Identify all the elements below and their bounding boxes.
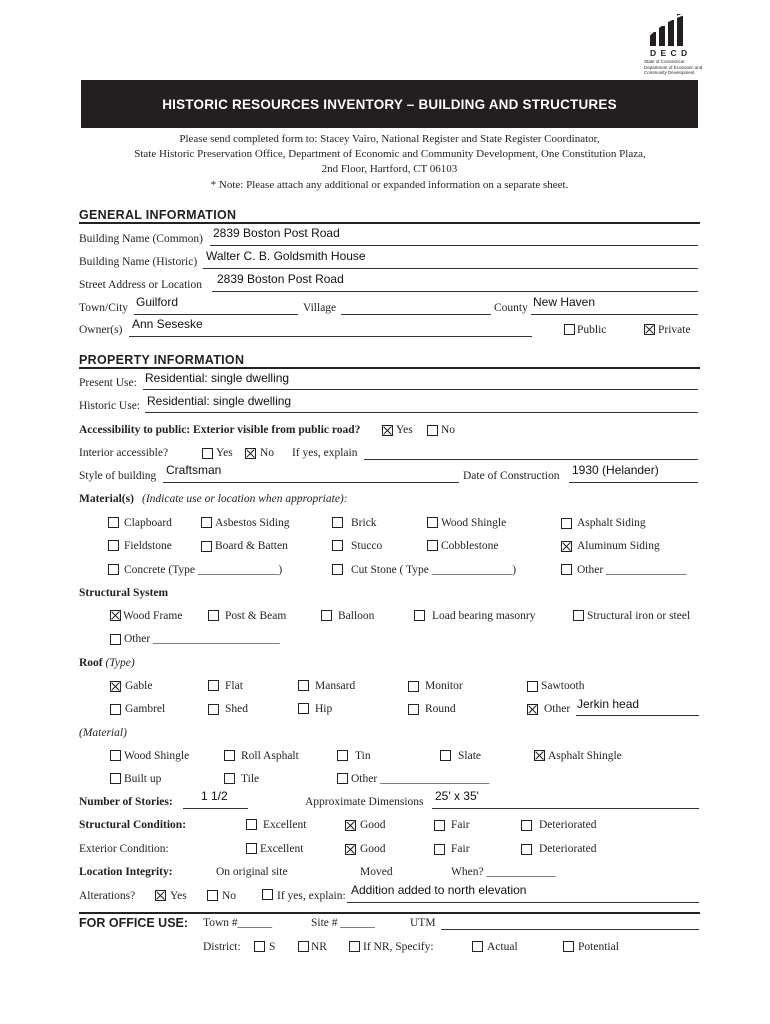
historic-use-line [145, 412, 698, 413]
dimensions-line [432, 808, 699, 809]
intro-line2: State Historic Preservation Office, Department of Economic and Community Development, One Constitution Plaza, [134, 148, 646, 160]
post-beam-label: Post & Beam [225, 610, 287, 622]
cut-stone-checkbox[interactable] [332, 564, 343, 575]
exterior-excellent-checkbox[interactable] [246, 843, 257, 854]
exterior-fair-checkbox[interactable] [434, 844, 445, 855]
material-other-checkbox[interactable] [561, 564, 572, 575]
private-checkbox[interactable] [644, 324, 655, 335]
owner-field[interactable]: Ann Seseske [132, 317, 203, 331]
county-line [531, 314, 698, 315]
brick-checkbox[interactable] [332, 517, 343, 528]
form-title: HISTORIC RESOURCES INVENTORY – BUILDING AND STRUCTURES [81, 80, 698, 128]
exterior-good-label: Good [360, 843, 386, 855]
alterations-yes-checkbox[interactable] [155, 890, 166, 901]
wood-shingle-label: Wood Shingle [441, 517, 507, 529]
roof-other-checkbox[interactable] [527, 704, 538, 715]
sawtooth-label: Sawtooth [541, 680, 585, 692]
exterior-deteriorated-label: Deteriorated [539, 843, 597, 855]
alterations-no-checkbox[interactable] [207, 890, 218, 901]
exterior-fair-label: Fair [451, 843, 470, 855]
style-line [163, 482, 459, 483]
hip-label: Hip [315, 703, 333, 715]
concrete-checkbox[interactable] [108, 564, 119, 575]
stucco-label: Stucco [351, 540, 383, 552]
gable-checkbox[interactable] [110, 681, 121, 692]
exterior-condition-label: Exterior Condition: [79, 843, 169, 855]
load-bearing-checkbox[interactable] [414, 610, 425, 621]
town-field[interactable]: Guilford [136, 295, 179, 309]
structural-excellent-label: Excellent [263, 819, 307, 831]
exterior-good-checkbox[interactable] [345, 844, 356, 855]
fieldstone-label: Fieldstone [124, 540, 172, 552]
moved-label: Moved [360, 866, 393, 878]
roof-material-other-label: Other ___________________ [351, 773, 490, 785]
accessibility-no-checkbox[interactable] [427, 425, 438, 436]
intro-line1: Please send completed form to: Stacey Vairo, National Register and State Register Coordinator, [179, 133, 600, 145]
structural-good-checkbox[interactable] [345, 820, 356, 831]
when-label: When? ____________ [451, 866, 556, 878]
interior-yes-checkbox[interactable] [202, 448, 213, 459]
interior-no-checkbox[interactable] [245, 448, 256, 459]
date-line [569, 482, 698, 483]
round-checkbox[interactable] [408, 704, 419, 715]
street-line [212, 291, 698, 292]
aluminum-siding-label: Aluminum Siding [577, 540, 660, 552]
style-field[interactable]: Craftsman [166, 463, 222, 477]
accessibility-yes-label: Yes [396, 424, 413, 436]
alterations-explain-checkbox[interactable] [262, 889, 273, 900]
tile-checkbox[interactable] [224, 773, 235, 784]
asphalt-shingle-checkbox[interactable] [534, 750, 545, 761]
public-checkbox[interactable] [564, 324, 575, 335]
shed-label: Shed [225, 703, 248, 715]
location-integrity-label: Location Integrity: [79, 866, 173, 878]
owner-label: Owner(s) [79, 324, 123, 336]
logo-acronym: D E C D [650, 48, 689, 58]
material-other-label: Other ______________ [577, 564, 687, 576]
office-district-label: District: [203, 941, 241, 953]
sawtooth-checkbox[interactable] [527, 681, 538, 692]
structural-other-checkbox[interactable] [110, 634, 121, 645]
structural-good-label: Good [360, 819, 386, 831]
gambrel-label: Gambrel [125, 703, 166, 715]
monitor-label: Monitor [425, 680, 463, 692]
interior-label: Interior accessible? [79, 447, 169, 459]
decd-logo [648, 12, 696, 46]
office-heading: FOR OFFICE USE: [79, 916, 189, 930]
public-label: Public [577, 324, 607, 336]
roof-other-label: Other [544, 703, 571, 715]
alterations-label: Alterations? [79, 890, 136, 902]
alterations-explain-text: If yes, explain [277, 890, 343, 902]
potential-checkbox[interactable] [563, 941, 574, 952]
balloon-checkbox[interactable] [321, 610, 332, 621]
logo-org-line3: Community Development [644, 70, 695, 75]
office-utm-line [441, 929, 699, 930]
stories-label: Number of Stories: [79, 796, 173, 808]
flat-checkbox[interactable] [208, 680, 219, 691]
alterations-no-label: No [222, 890, 237, 902]
alterations-explain-line [347, 902, 699, 903]
stories-field[interactable]: 1 1/2 [201, 789, 228, 803]
hip-checkbox[interactable] [298, 703, 309, 714]
actual-checkbox[interactable] [472, 941, 483, 952]
iron-steel-label: Structural iron or steel [587, 610, 691, 622]
dimensions-label: Approximate Dimensions [305, 796, 424, 808]
structural-deteriorated-label: Deteriorated [539, 819, 597, 831]
name-historic-label: Building Name (Historic) [79, 256, 198, 268]
village-label: Village [303, 302, 337, 314]
roof-heading: Roof [79, 657, 103, 669]
office-town: Town #______ [203, 917, 273, 929]
district-s-label: S [269, 941, 276, 953]
village-line [341, 314, 491, 315]
date-field[interactable]: 1930 (Helander) [572, 463, 659, 477]
brick-label: Brick [351, 517, 377, 529]
potential-label: Potential [578, 941, 619, 953]
flat-label: Flat [225, 680, 243, 692]
exterior-deteriorated-checkbox[interactable] [521, 844, 532, 855]
roll-asphalt-checkbox[interactable] [224, 750, 235, 761]
tile-label: Tile [241, 773, 260, 785]
private-label: Private [658, 324, 691, 336]
exterior-excellent-label: Excellent [260, 843, 304, 855]
district-nr-checkbox[interactable] [298, 941, 309, 952]
aluminum-siding-checkbox[interactable] [561, 541, 572, 552]
intro-line3: 2nd Floor, Hartford, CT 06103 [321, 163, 458, 175]
board-batten-label: Board & Batten [215, 540, 288, 552]
roof-wood-shingle-checkbox[interactable] [110, 750, 121, 761]
post-beam-checkbox[interactable] [208, 610, 219, 621]
roof-type-label: (Type) [105, 657, 135, 669]
wood-frame-label: Wood Frame [123, 610, 183, 622]
gable-label: Gable [125, 680, 153, 692]
wood-shingle-checkbox[interactable] [427, 517, 438, 528]
built-up-checkbox[interactable] [110, 773, 121, 784]
county-label: County [494, 302, 528, 314]
office-utm: UTM [410, 917, 436, 929]
if-nr-checkbox[interactable] [349, 941, 360, 952]
if-yes-explain-label: If yes, explain [292, 447, 358, 459]
intro-note: * Note: Please attach any additional or expanded information on a separate sheet. [210, 179, 569, 191]
slate-checkbox[interactable] [440, 750, 451, 761]
name-common-field[interactable]: 2839 Boston Post Road [213, 226, 340, 240]
shed-checkbox[interactable] [208, 704, 219, 715]
gambrel-checkbox[interactable] [110, 704, 121, 715]
dimensions-field[interactable]: 25' x 35' [435, 789, 479, 803]
town-line [134, 314, 298, 315]
roof-wood-shingle-label: Wood Shingle [124, 750, 190, 762]
interior-explain-line [364, 459, 698, 460]
tin-label: Tin [355, 750, 371, 762]
tin-checkbox[interactable] [337, 750, 348, 761]
asphalt-siding-checkbox[interactable] [561, 518, 572, 529]
district-nr-label: NR [311, 941, 327, 953]
logo-org [644, 59, 702, 76]
name-common-line [210, 245, 698, 246]
office-site: Site # ______ [311, 917, 375, 929]
property-heading: PROPERTY INFORMATION [79, 353, 245, 367]
asphalt-siding-label: Asphalt Siding [577, 517, 646, 529]
structural-fair-checkbox[interactable] [434, 820, 445, 831]
cobblestone-checkbox[interactable] [427, 540, 438, 551]
mansard-label: Mansard [315, 680, 356, 692]
structural-fair-label: Fair [451, 819, 470, 831]
general-divider [79, 222, 700, 224]
general-heading: GENERAL INFORMATION [79, 208, 237, 222]
logo-org-line1: State of Connecticut [644, 59, 685, 64]
street-label: Street Address or Location [79, 279, 202, 291]
accessibility-label: Accessibility to public: Exterior visible from public road? [79, 424, 361, 436]
actual-label: Actual [487, 941, 518, 953]
wood-frame-checkbox[interactable] [110, 610, 121, 621]
mansard-checkbox[interactable] [298, 680, 309, 691]
roof-material-other-checkbox[interactable] [337, 773, 348, 784]
structural-condition-label: Structural Condition: [79, 819, 187, 831]
accessibility-yes-checkbox[interactable] [382, 425, 393, 436]
structural-deteriorated-checkbox[interactable] [521, 820, 532, 831]
original-site-label: On original site [216, 866, 288, 878]
owner-line [129, 336, 532, 337]
name-common-label: Building Name (Common) [79, 233, 203, 245]
cobblestone-label: Cobblestone [441, 540, 499, 552]
district-s-checkbox[interactable] [254, 941, 265, 952]
materials-label: Material(s) [79, 493, 134, 505]
property-divider [79, 367, 700, 369]
asbestos-checkbox[interactable] [201, 517, 212, 528]
interior-no-label: No [260, 447, 275, 459]
historic-use-label: Historic Use: [79, 400, 141, 412]
fieldstone-checkbox[interactable] [108, 540, 119, 551]
structural-other-label: Other ______________________ [124, 633, 280, 645]
accessibility-no-label: No [441, 424, 456, 436]
present-use-field[interactable]: Residential: single dwelling [145, 371, 290, 385]
style-label: Style of building [79, 470, 157, 482]
materials-note: (Indicate use or location when appropriate): [142, 493, 348, 505]
built-up-label: Built up [124, 773, 162, 785]
roof-other-field[interactable]: Jerkin head [577, 697, 640, 711]
office-divider [79, 912, 700, 914]
concrete-label: Concrete (Type ______________) [124, 564, 283, 576]
board-batten-checkbox[interactable] [201, 541, 212, 552]
round-label: Round [425, 703, 456, 715]
clapboard-checkbox[interactable] [108, 517, 119, 528]
roof-label [79, 657, 135, 669]
alterations-explain-field[interactable]: Addition added to north elevation [351, 883, 527, 897]
stucco-checkbox[interactable] [332, 540, 343, 551]
roof-material-label: (Material) [79, 727, 127, 739]
present-use-label: Present Use: [79, 377, 137, 389]
name-historic-field[interactable]: Walter C. B. Goldsmith House [206, 249, 366, 263]
interior-yes-label: Yes [216, 447, 233, 459]
alterations-explain-label: If yes, explain: [277, 890, 346, 902]
structural-excellent-checkbox[interactable] [246, 819, 257, 830]
logo-org-line2: Department of Economic and [644, 64, 703, 70]
street-field[interactable]: 2839 Boston Post Road [217, 272, 344, 286]
present-use-line [143, 389, 698, 390]
town-label: Town/City [79, 302, 129, 314]
date-label: Date of Construction [463, 470, 560, 482]
asphalt-shingle-label: Asphalt Shingle [548, 750, 622, 762]
cut-stone-label: Cut Stone ( Type ______________) [351, 564, 517, 576]
if-nr-label: If NR, Specify: [363, 941, 434, 953]
monitor-checkbox[interactable] [408, 681, 419, 692]
roll-asphalt-label: Roll Asphalt [241, 750, 299, 762]
clapboard-label: Clapboard [124, 517, 172, 529]
name-historic-line [203, 268, 698, 269]
stories-line [183, 808, 248, 809]
load-bearing-label: Load bearing masonry [432, 610, 536, 622]
asbestos-label: Asbestos Siding [215, 517, 290, 529]
balloon-label: Balloon [338, 610, 375, 622]
iron-steel-checkbox[interactable] [573, 610, 584, 621]
roof-other-line [576, 715, 699, 716]
alterations-yes-label: Yes [170, 890, 187, 902]
slate-label: Slate [458, 750, 481, 762]
structural-label: Structural System [79, 587, 169, 599]
county-field[interactable]: New Haven [533, 295, 596, 309]
historic-use-field[interactable]: Residential: single dwelling [147, 394, 292, 408]
